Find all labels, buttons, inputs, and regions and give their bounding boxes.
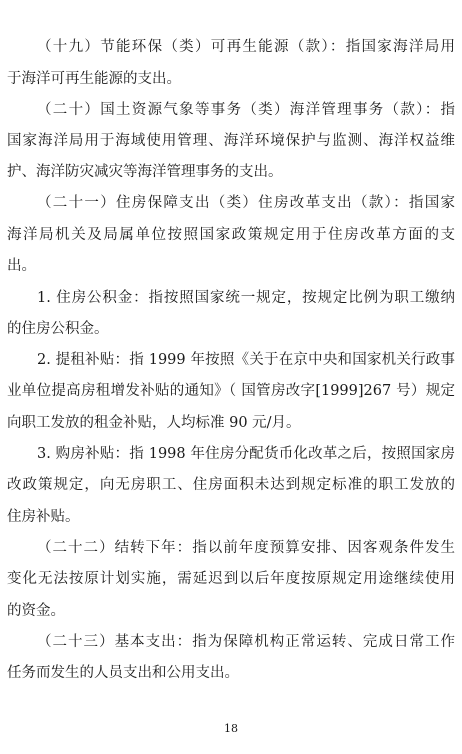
paragraph-line: 海洋局机关及局属单位按照国家政策规定用于住房改革方面的支: [7, 227, 455, 243]
paragraph-line: （二十三）基本支出：指为保障机构正常运转、完成日常工作: [37, 634, 455, 650]
page-number: 18: [224, 722, 238, 735]
paragraph-line: 改政策规定，向无房职工、住房面积未达到规定标准的职工发放的: [7, 477, 455, 493]
paragraph-line: 国家海洋局用于海域使用管理、海洋环境保护与监测、海洋权益维: [7, 133, 455, 149]
paragraph-line: 向职工发放的租金补贴，人均标准 90 元/月。: [7, 415, 301, 431]
paragraph-line: 的住房公积金。: [7, 321, 109, 337]
paragraph-line: 的资金。: [7, 603, 65, 619]
paragraph-line: （十九）节能环保（类）可再生能源（款）：指国家海洋局用: [37, 39, 455, 55]
paragraph-line: 变化无法按原计划实施，需延迟到以后年度按原规定用途继续使用: [7, 571, 455, 587]
paragraph-line: 1. 住房公积金：指按照国家统一规定，按规定比例为职工缴纳: [37, 290, 455, 306]
paragraph-line: 3. 购房补贴：指 1998 年住房分配货币化改革之后，按照国家房: [37, 446, 455, 462]
paragraph-line: 出。: [7, 258, 36, 274]
paragraph-line: 2. 提租补贴：指 1999 年按照《关于在京中央和国家机关行政事: [37, 352, 455, 368]
paragraph-line: 任务而发生的人员支出和公用支出。: [7, 665, 239, 681]
paragraph-line: 于海洋可再生能源的支出。: [7, 71, 181, 87]
paragraph-line: 护、海洋防灾减灾等海洋管理事务的支出。: [7, 164, 283, 180]
paragraph-line: 业单位提高房租增发补贴的通知》（ 国管房改字[1999]267 号）规定: [7, 383, 455, 399]
paragraph-line: （二十二）结转下年：指以前年度预算安排、因客观条件发生: [37, 540, 455, 556]
paragraph-line: （二十一）住房保障支出（类）住房改革支出（款）：指国家: [37, 195, 455, 211]
paragraph-line: 住房补贴。: [7, 509, 80, 525]
paragraph-line: （二十）国土资源气象等事务（类）海洋管理事务（款）：指: [37, 102, 455, 118]
